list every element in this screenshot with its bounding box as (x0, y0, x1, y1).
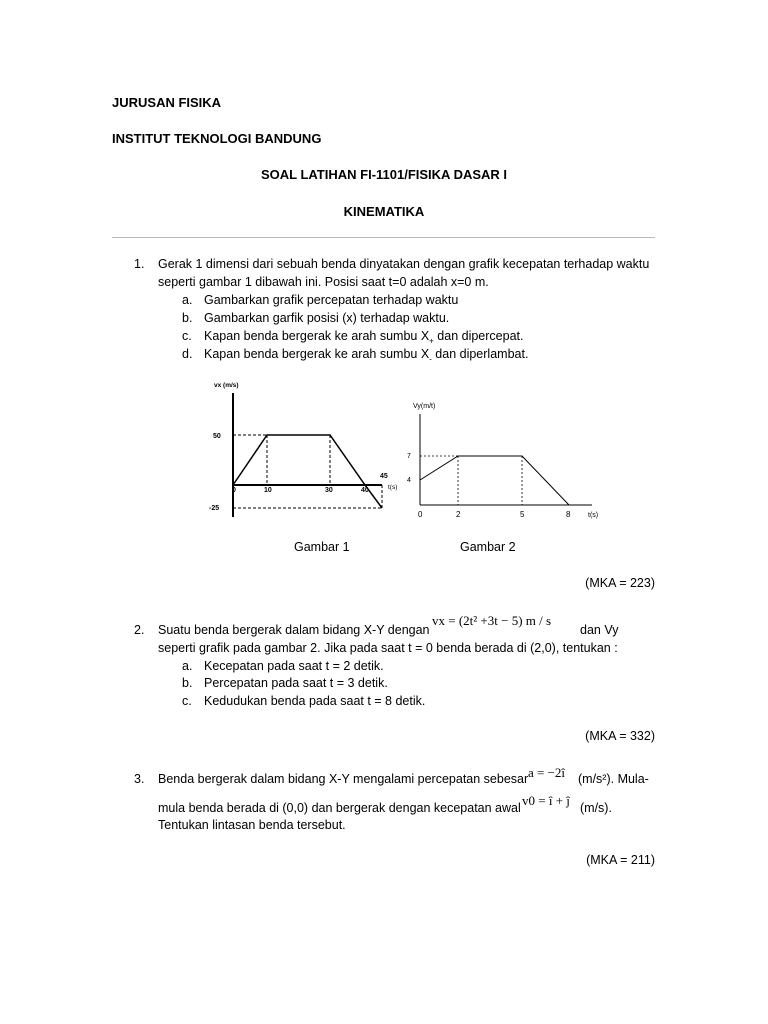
department-title: JURUSAN FISIKA (112, 95, 222, 110)
q2-sub-b-letter: b. (182, 676, 193, 690)
fig1-xtick-45: 45 (380, 473, 388, 480)
q1-number: 1. (134, 257, 145, 271)
q3-number: 3. (134, 772, 145, 786)
q1-sub-a-text: Gambarkan grafik percepatan terhadap waktu (204, 293, 459, 307)
q1-text-line1: Gerak 1 dimensi dari sebuah benda dinyatakan dengan grafik kecepatan terhadap waktu (158, 257, 650, 271)
q2-sub-a-letter: a. (182, 659, 193, 673)
fig1-xlabel: t(s) (388, 484, 398, 491)
q2-mka: (MKA = 332) (585, 729, 655, 743)
institute-title: INSTITUT TEKNOLOGI BANDUNG (112, 131, 322, 146)
q1-sub-c-letter: c. (182, 329, 192, 343)
q2-vx-formula: vx = (2t² +3t − 5) m / s (432, 613, 552, 628)
q3-line2-before: mula benda berada di (0,0) dan bergerak dengan kecepatan awal (158, 801, 521, 815)
figure-1-caption: Gambar 1 (294, 540, 350, 554)
fig2-series-line (420, 456, 569, 505)
q3-line2-after: (m/s). (580, 801, 612, 815)
header-divider (112, 237, 655, 238)
fig1-series-line (233, 435, 382, 508)
q2-sub-a-text: Kecepatan pada saat t = 2 detik. (204, 659, 384, 673)
course-title: SOAL LATIHAN FI-1101/FISIKA DASAR I (260, 167, 508, 182)
fig1-xtick-30: 30 (325, 487, 333, 494)
fig2-ytick-4: 4 (407, 477, 411, 484)
fig1-ytick-neg25: -25 (209, 505, 220, 512)
q1-sub-d-text: Kapan benda bergerak ke arah sumbu $X_-$ dan diperlambat. (204, 347, 529, 364)
q1-text-line2: seperti gambar 1 dibawah ini. Posisi saat t=0 adalah x=0 m. (158, 275, 489, 289)
fig2-ylabel: Vy(m/t) (413, 403, 436, 410)
q3-line3: Tentukan lintasan benda tersebut. (158, 818, 346, 832)
figure-2-chart (400, 392, 610, 527)
q1-mka: (MKA = 223) (585, 576, 655, 590)
q2-sub-c-text: Kedudukan benda pada saat t = 8 detik. (204, 694, 426, 708)
q2-text-after: dan Vy (580, 623, 619, 637)
q3-line1-before: Benda bergerak dalam bidang X-Y mengalami percepatan sebesar (158, 772, 529, 786)
fig2-xlabel: t(s) (588, 512, 599, 519)
fig2-xtick-8: 8 (566, 510, 571, 519)
fig2-xtick-0: 0 (418, 510, 423, 519)
q2-sub-c-letter: c. (182, 694, 192, 708)
q2-sub-b-text: Percepatan pada saat t = 3 detik. (204, 676, 388, 690)
figure-2-caption: Gambar 2 (460, 540, 516, 554)
fig1-xtick-0: 0 (232, 487, 236, 494)
fig2-xtick-2: 2 (456, 510, 461, 519)
q2-text-before: Suatu benda bergerak dalam bidang X-Y dengan (158, 623, 430, 637)
figure-1-chart (200, 375, 415, 525)
q3-acceleration-formula: a = −2î (528, 765, 566, 780)
q3-mka: (MKA = 211) (586, 853, 655, 867)
q1-sub-a-letter: a. (182, 293, 193, 307)
q2-text-line2: seperti grafik pada gambar 2. Jika pada saat t = 0 benda berada di (2,0), tentukan : (158, 641, 618, 655)
fig1-xtick-40: 40 (361, 487, 369, 494)
q2-number: 2. (134, 623, 145, 637)
q1-sub-c-text: Kapan benda bergerak ke arah sumbu $X_+$ dan dipercepat. (204, 329, 524, 346)
q1-sub-b-text: Gambarkan garfik posisi (x) terhadap waktu. (204, 311, 450, 325)
fig1-xtick-10: 10 (264, 487, 272, 494)
fig2-ytick-7: 7 (407, 453, 411, 460)
topic-title: KINEMATIKA (343, 204, 425, 219)
fig1-ytick-50: 50 (213, 433, 221, 440)
q1-sub-b-letter: b. (182, 311, 193, 325)
fig1-ylabel: vx (m/s) (214, 382, 239, 389)
q3-velocity-formula: v0 = î + ĵ (522, 793, 570, 808)
q1-sub-d-letter: d. (182, 347, 193, 361)
q3-line1-after: (m/s²). Mula- (578, 772, 649, 786)
fig2-xtick-5: 5 (520, 510, 525, 519)
